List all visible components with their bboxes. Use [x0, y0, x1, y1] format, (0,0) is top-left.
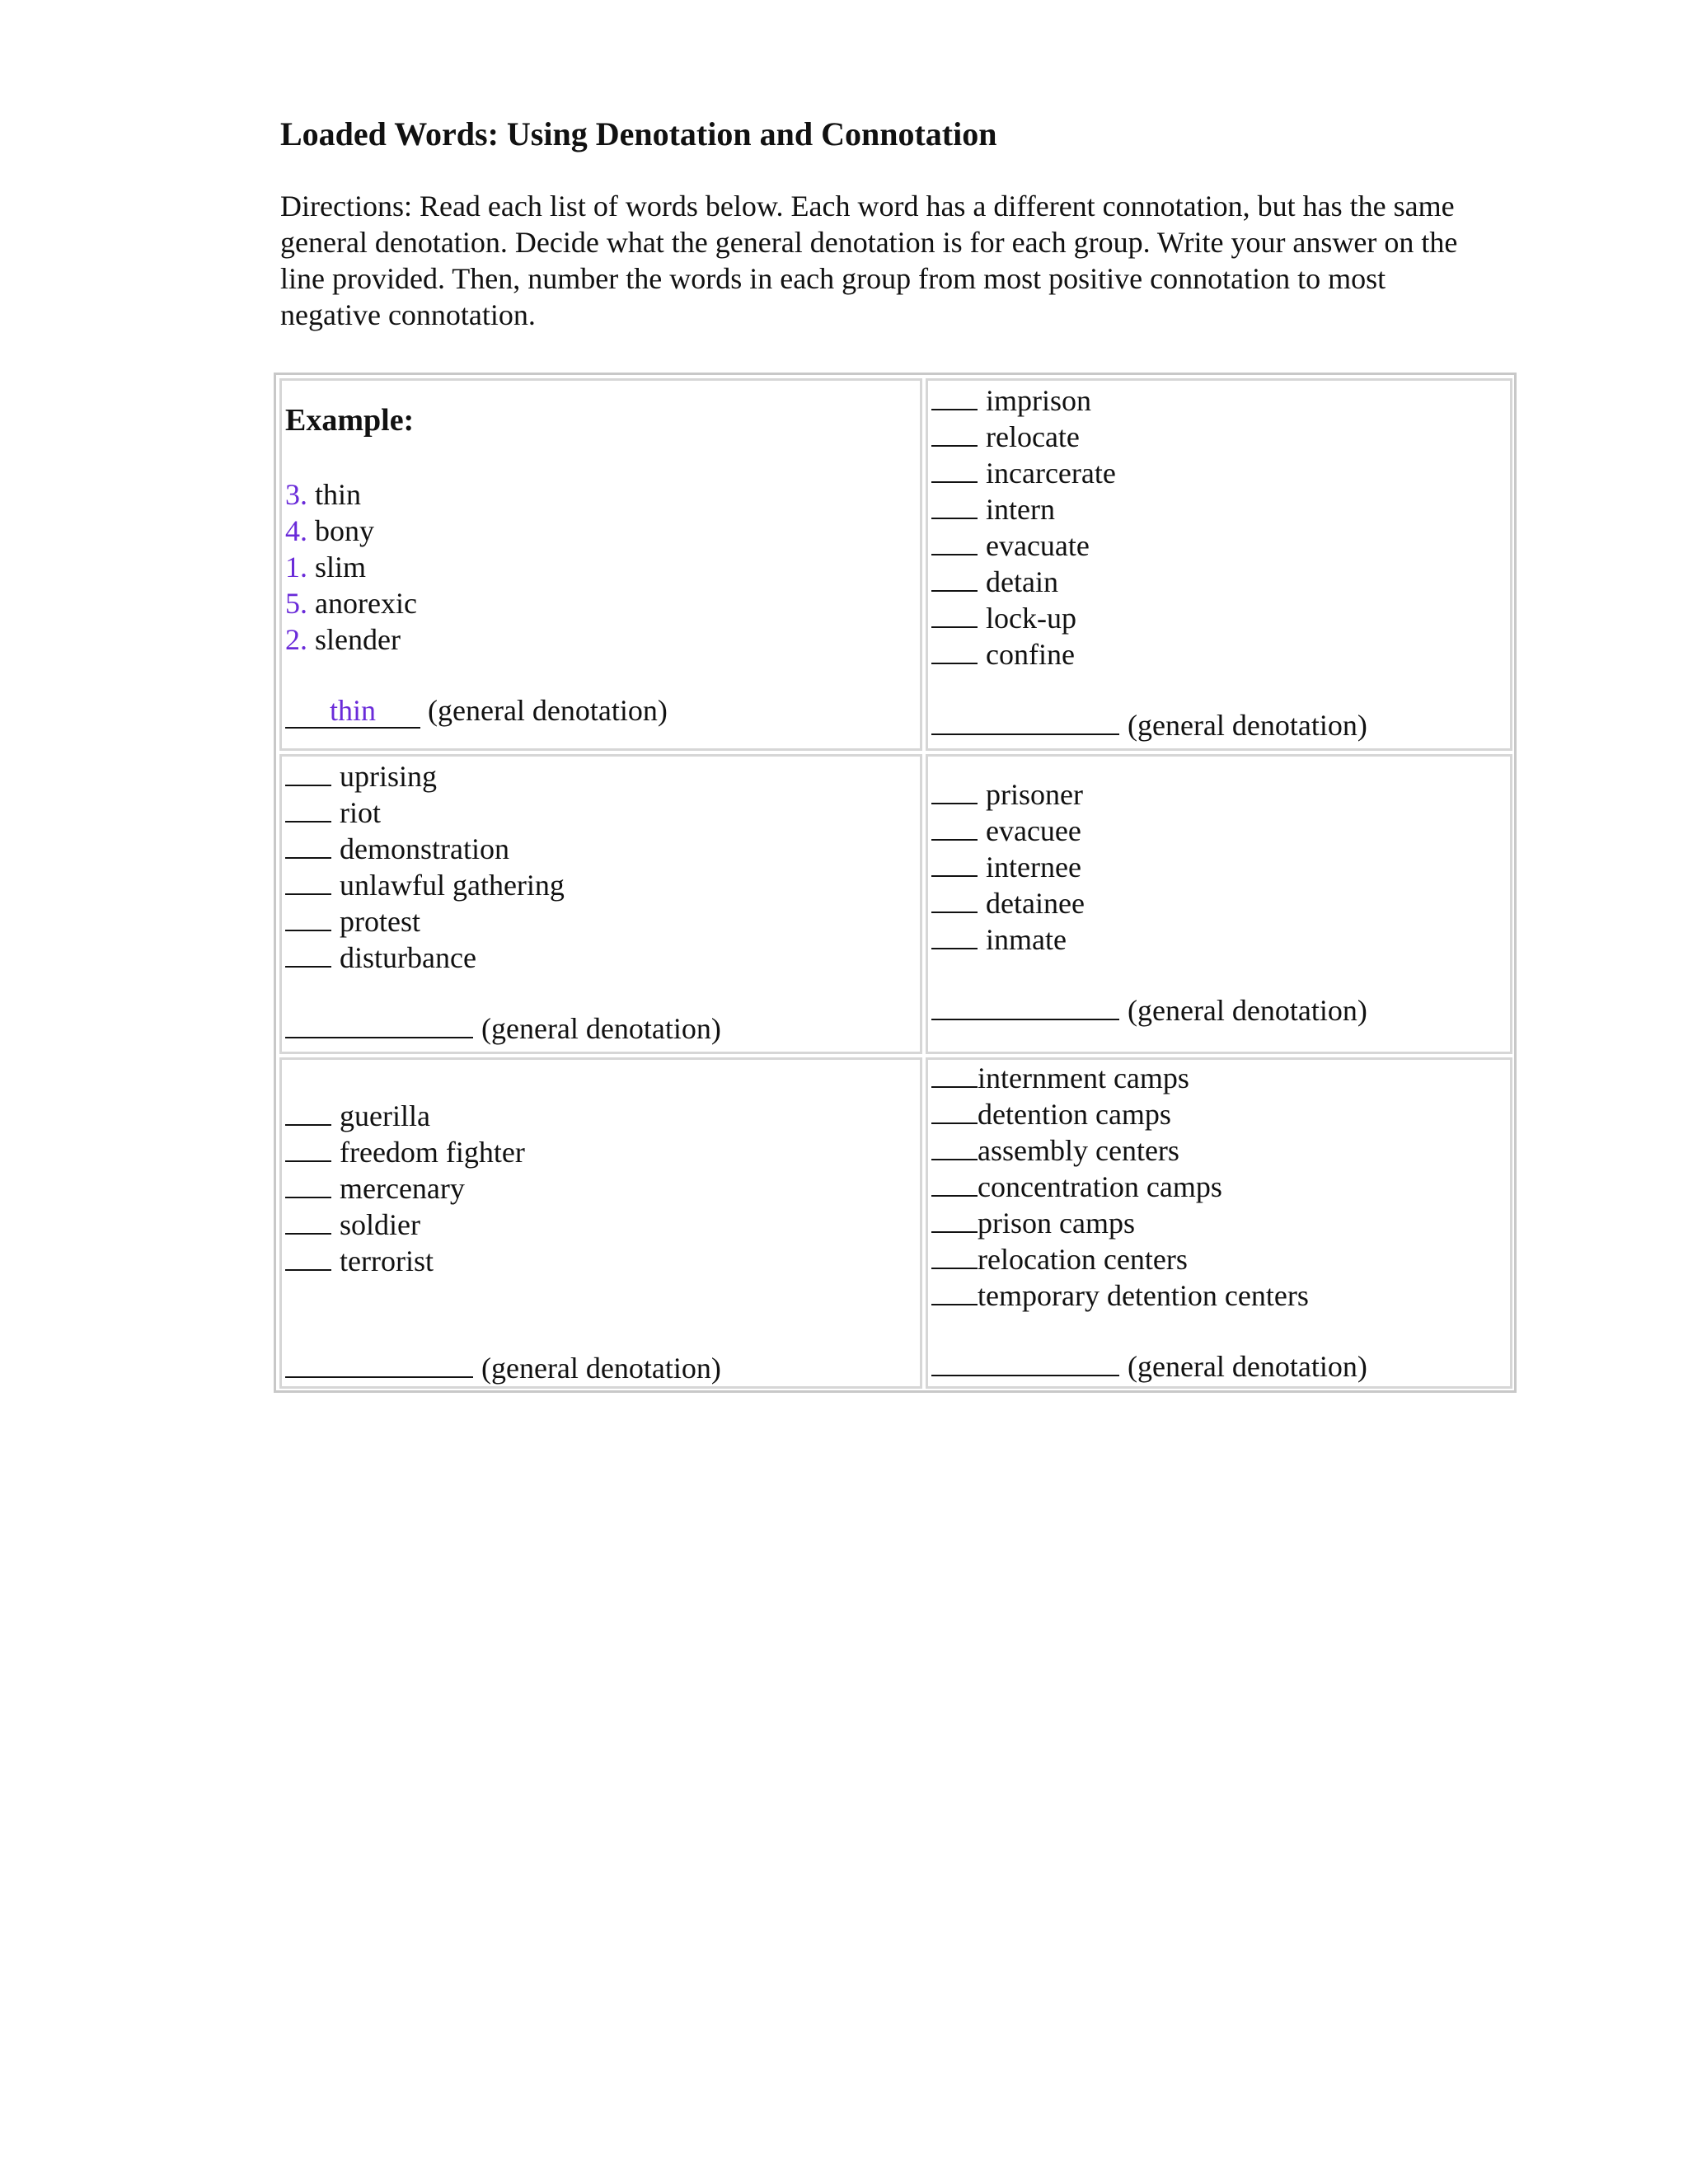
- rank-blank[interactable]: [285, 798, 331, 823]
- list-item: detainee: [931, 885, 1507, 921]
- word-groups-table: [274, 373, 1517, 1393]
- list-item: guerilla: [285, 1098, 917, 1134]
- worksheet-page: [280, 114, 1517, 1385]
- denotation-answer-line: (general denotation): [931, 707, 1507, 743]
- rank-blank[interactable]: [931, 640, 978, 664]
- list-item: inmate: [931, 921, 1507, 958]
- denotation-blank[interactable]: [931, 1352, 1119, 1376]
- rank-blank[interactable]: [931, 925, 978, 949]
- rank-blank[interactable]: [931, 386, 978, 410]
- example-cell: [279, 378, 922, 751]
- rank-blank[interactable]: [285, 1210, 331, 1235]
- rank-blank[interactable]: [931, 1208, 978, 1233]
- denotation-answer-line: (general denotation): [931, 1348, 1507, 1385]
- rank-blank[interactable]: [931, 780, 978, 804]
- list-item: internee: [931, 849, 1507, 885]
- list-item: temporary detention centers: [931, 1277, 1507, 1314]
- list-item: 4. bony: [285, 514, 374, 547]
- denotation-blank[interactable]: [931, 996, 1119, 1020]
- rank-blank[interactable]: [931, 816, 978, 841]
- rank-blank[interactable]: [931, 494, 978, 519]
- rank-blank[interactable]: [931, 1063, 978, 1088]
- denotation-answer-line: (general denotation): [285, 1350, 917, 1386]
- rank-blank[interactable]: [285, 762, 331, 786]
- denotation-answer-line: (general denotation): [285, 1010, 917, 1047]
- list-item: soldier: [285, 1207, 917, 1243]
- rank-blank[interactable]: [931, 567, 978, 592]
- list-item: prison camps: [931, 1205, 1507, 1241]
- list-item: detention camps: [931, 1096, 1507, 1132]
- list-item: terrorist: [285, 1243, 917, 1279]
- rank-blank[interactable]: [285, 943, 331, 968]
- rank-blank[interactable]: [931, 531, 978, 555]
- rank-blank[interactable]: [931, 603, 978, 628]
- directions-text: Directions: Read each list of words below. Each word has a different connotation, but has the same general denotation. Decide what the general denotation is for each group. Write your answer on the line provided. Then, number the words in each group from most positive connotation to most negative connotation.: [280, 190, 1458, 331]
- list-item: confine: [931, 636, 1507, 673]
- list-item: relocation centers: [931, 1241, 1507, 1277]
- denotation-blank[interactable]: [285, 1014, 473, 1038]
- group-cell-guerilla: [279, 1057, 922, 1389]
- rank-blank[interactable]: [931, 1099, 978, 1124]
- list-item: concentration camps: [931, 1169, 1507, 1205]
- list-item: internment camps: [931, 1060, 1507, 1096]
- group-cell-prisoner: [926, 754, 1512, 1054]
- list-item: prisoner: [931, 776, 1507, 813]
- example-label: Example:: [285, 403, 415, 438]
- list-item: lock-up: [931, 600, 1507, 636]
- list-item: detain: [931, 564, 1507, 600]
- list-item: incarcerate: [931, 455, 1507, 491]
- rank-blank[interactable]: [285, 1246, 331, 1271]
- rank-blank[interactable]: [931, 888, 978, 913]
- group-cell-imprison: [926, 378, 1512, 751]
- list-item: 1. slim: [285, 551, 367, 583]
- list-item: assembly centers: [931, 1132, 1507, 1169]
- denotation-blank[interactable]: [931, 710, 1119, 735]
- rank-blank[interactable]: [931, 1136, 978, 1160]
- page-title: Loaded Words: Using Denotation and Connotation: [280, 115, 997, 152]
- rank-blank[interactable]: [931, 1244, 978, 1269]
- example-answer: thin: [330, 694, 377, 727]
- list-item: uprising: [285, 758, 917, 794]
- rank-blank[interactable]: [931, 422, 978, 447]
- list-item: evacuee: [931, 813, 1507, 849]
- list-item: intern: [931, 491, 1507, 527]
- rank-blank[interactable]: [931, 458, 978, 483]
- list-item: evacuate: [931, 527, 1507, 564]
- rank-blank[interactable]: [285, 870, 331, 895]
- list-item: 2. slender: [285, 623, 401, 656]
- group-cell-uprising: [279, 754, 922, 1054]
- rank-blank[interactable]: [285, 1174, 331, 1198]
- denotation-answer-line: (general denotation): [931, 992, 1507, 1029]
- list-item: protest: [285, 903, 917, 940]
- list-item: riot: [285, 794, 917, 831]
- list-item: relocate: [931, 419, 1507, 455]
- list-item: unlawful gathering: [285, 867, 917, 903]
- rank-blank[interactable]: [285, 907, 331, 931]
- list-item: imprison: [931, 382, 1507, 419]
- rank-blank[interactable]: [931, 1281, 978, 1305]
- list-item: disturbance: [285, 940, 917, 976]
- rank-blank[interactable]: [285, 834, 331, 859]
- list-item: demonstration: [285, 831, 917, 867]
- list-item: mercenary: [285, 1170, 917, 1207]
- denotation-blank[interactable]: [285, 1353, 473, 1378]
- example-answer-line: thin (general denotation): [285, 692, 917, 729]
- rank-blank[interactable]: [285, 1137, 331, 1162]
- rank-blank[interactable]: [931, 852, 978, 877]
- list-item: freedom fighter: [285, 1134, 917, 1170]
- list-item: 3. thin: [285, 478, 362, 511]
- group-cell-camps: [926, 1057, 1512, 1389]
- rank-blank[interactable]: [931, 1172, 978, 1197]
- rank-blank[interactable]: [285, 1101, 331, 1126]
- list-item: 5. anorexic: [285, 587, 417, 620]
